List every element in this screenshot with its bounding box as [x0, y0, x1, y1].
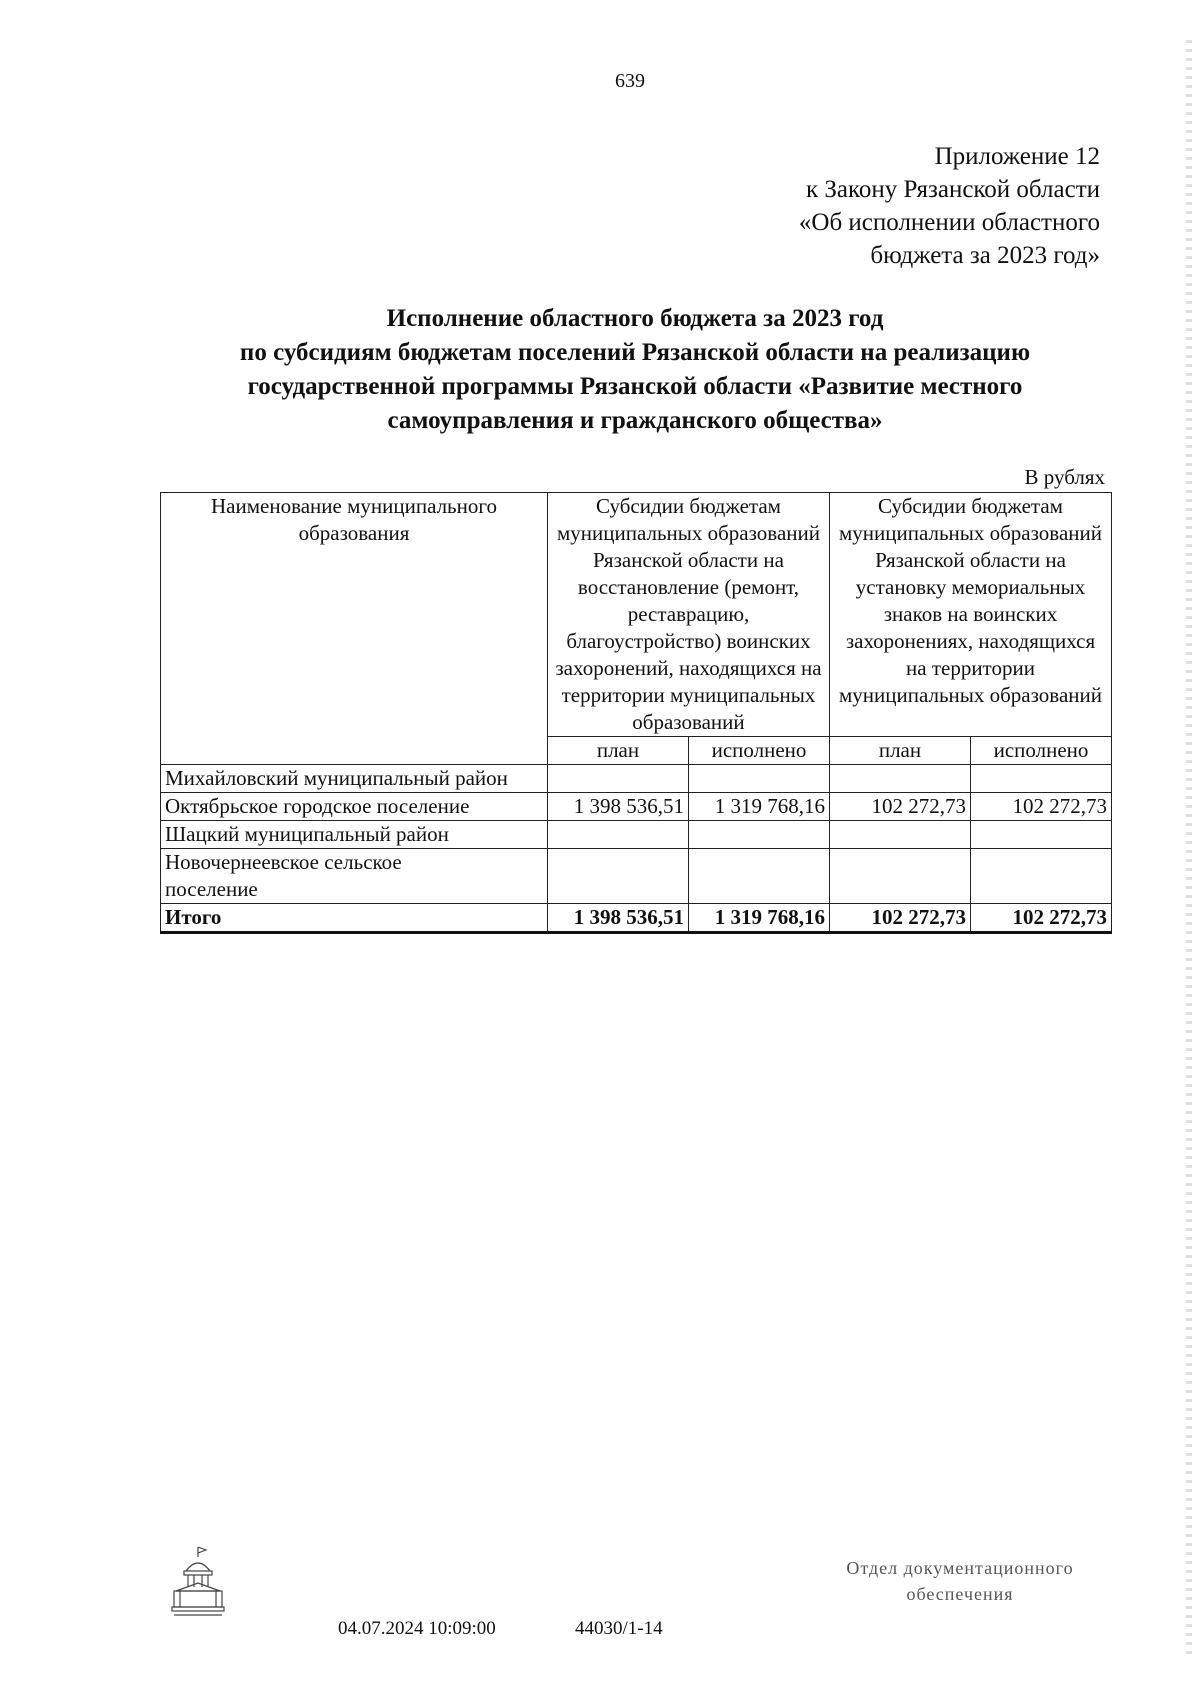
header-group-restoration: Субсидии бюджетам муниципальных образований Рязанской области на восстановление (ремонт, реставрацию, благоустройство) воинских захоронений, находящихся на территории муниципальных образований — [547, 493, 829, 737]
footer-doc-number: 44030/1-14 — [575, 1618, 663, 1639]
total-value: 1 398 536,51 — [547, 904, 688, 933]
appendix-line: «Об исполнении областного — [798, 209, 1100, 236]
cell-value — [547, 849, 688, 904]
appendix-note — [799, 140, 1100, 272]
table-row — [161, 793, 1112, 821]
header-name: Наименование муниципального образования — [161, 493, 548, 765]
cell-value — [688, 765, 829, 793]
cell-value — [829, 821, 970, 849]
cell-value — [547, 821, 688, 849]
subheader-done: исполнено — [688, 737, 829, 765]
row-name: Октябрьское городское поселение — [161, 793, 548, 821]
appendix-line: бюджета за 2023 год» — [870, 242, 1100, 269]
footer-date: 04.07.2024 10:09:00 — [338, 1618, 496, 1639]
cell-value: 1 319 768,16 — [688, 793, 829, 821]
cell-value: 1 398 536,51 — [547, 793, 688, 821]
total-value: 102 272,73 — [829, 904, 970, 933]
cell-value — [829, 849, 970, 904]
cell-value — [970, 765, 1111, 793]
stamp-line: обеспечения — [906, 1584, 1014, 1604]
scan-edge-artifact — [1186, 40, 1192, 1660]
cell-value: 102 272,73 — [829, 793, 970, 821]
total-value: 102 272,73 — [970, 904, 1111, 933]
page-number: 639 — [615, 70, 645, 92]
subheader-done: исполнено — [970, 737, 1111, 765]
cell-value — [688, 821, 829, 849]
row-name: Михайловский муниципальный район — [161, 765, 548, 793]
appendix-line: к Закону Рязанской области — [806, 176, 1100, 203]
row-name: Шацкий муниципальный район — [161, 821, 548, 849]
subheader-plan: план — [829, 737, 970, 765]
units-label: В рублях — [1024, 465, 1105, 489]
header-group-memorials: Субсидии бюджетам муниципальных образований Рязанской области на установку мемориальных знаков на воинских захоронениях, находящихся на территории муниципальных образований — [829, 493, 1111, 737]
cell-value — [547, 765, 688, 793]
document-title — [140, 302, 1130, 438]
title-line: Исполнение областного бюджета за 2023 год — [386, 305, 884, 332]
title-line: государственной программы Рязанской области «Развитие местного — [247, 373, 1023, 400]
cell-value — [970, 821, 1111, 849]
cell-value: 102 272,73 — [970, 793, 1111, 821]
duma-building-icon — [168, 1543, 228, 1623]
cell-value — [688, 849, 829, 904]
title-line: по субсидиям бюджетам поселений Рязанской области на реализацию — [239, 339, 1031, 366]
title-line: самоуправления и гражданского общества» — [387, 407, 883, 434]
row-name: Новочернеевское сельское поселение — [161, 849, 548, 904]
cell-value — [970, 849, 1111, 904]
table-row — [161, 849, 1112, 904]
appendix-line: Приложение 12 — [934, 143, 1100, 170]
table-row — [161, 765, 1112, 793]
cell-value — [829, 765, 970, 793]
budget-table — [160, 492, 1112, 934]
stamp-line: Отдел документационного — [846, 1558, 1074, 1578]
total-value: 1 319 768,16 — [688, 904, 829, 933]
subheader-plan: план — [547, 737, 688, 765]
table-total-row — [161, 904, 1112, 933]
total-label: Итого — [161, 904, 548, 933]
table-row — [161, 821, 1112, 849]
table-header-row — [161, 493, 1112, 737]
department-stamp — [840, 1555, 1080, 1607]
